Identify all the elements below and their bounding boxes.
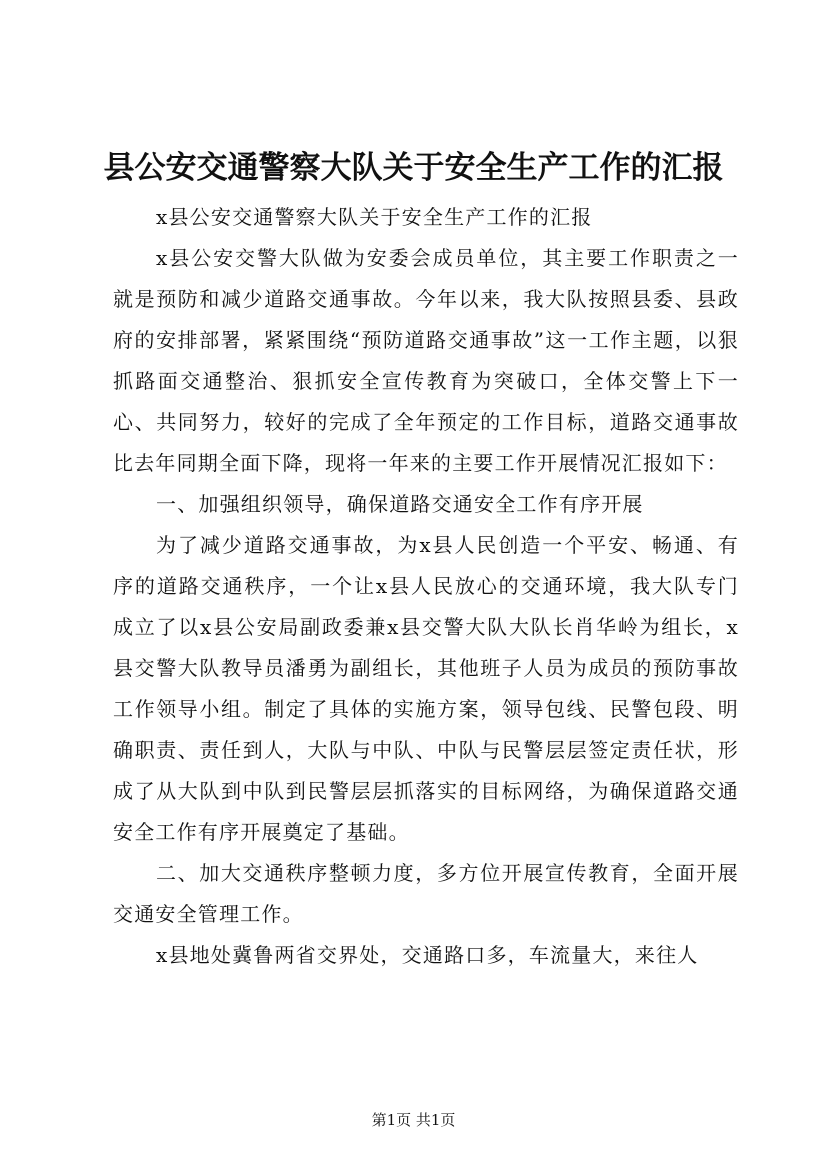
paragraph-section-1: 为了减少道路交通事故，为x县人民创造一个平安、畅通、有序的道路交通秩序，一个让x县人民放心的交通环境，我大队专门成立了以x县公安局副政委兼x县交警大队大队长肖华岭为组长，x县交警大队教导员潘勇为副组长，其他班子人员为成员的预防事故工作领导小组。制定了具体的实施方案，领导包线、民警包段、明确职责、责任到人，大队与中队、中队与民警层层签定责任状，形成了从大队到中队到民警层层抓落实的目标网络，为确保道路交通安全工作有序开展奠定了基础。 <box>113 533 739 844</box>
section-heading-1: 一、加强组织领导，确保道路交通安全工作有序开展 <box>156 492 644 516</box>
paragraph-intro: x县公安交警大队做为安委会成员单位，其主要工作职责之一就是预防和减少道路交通事故。今年以来，我大队按照县委、县政府的安排部署，紧紧围绕“预防道路交通事故”这一工作主题，以狠抓路面交通整治、狠抓安全宣传教育为突破口，全体交警上下一心、共同努力，较好的完成了全年预定的工作目标，道路交通事故比去年同期全面下降，现将一年来的主要工作开展情况汇报如下： <box>113 246 739 475</box>
document-body <box>113 197 739 976</box>
paragraph-section-2: x县地处冀鲁两省交界处，交通路口多，车流量大，来往人 <box>156 943 699 967</box>
document-title: 县公安交通警察大队关于安全生产工作的汇报 <box>103 150 724 186</box>
page-footer: 第1页 共1页 <box>371 1111 456 1129</box>
paragraph-subtitle: x县公安交通警察大队关于安全生产工作的汇报 <box>156 205 593 229</box>
section-heading-2: 二、加大交通秩序整顿力度，多方位开展宣传教育，全面开展交通安全管理工作。 <box>113 861 739 926</box>
